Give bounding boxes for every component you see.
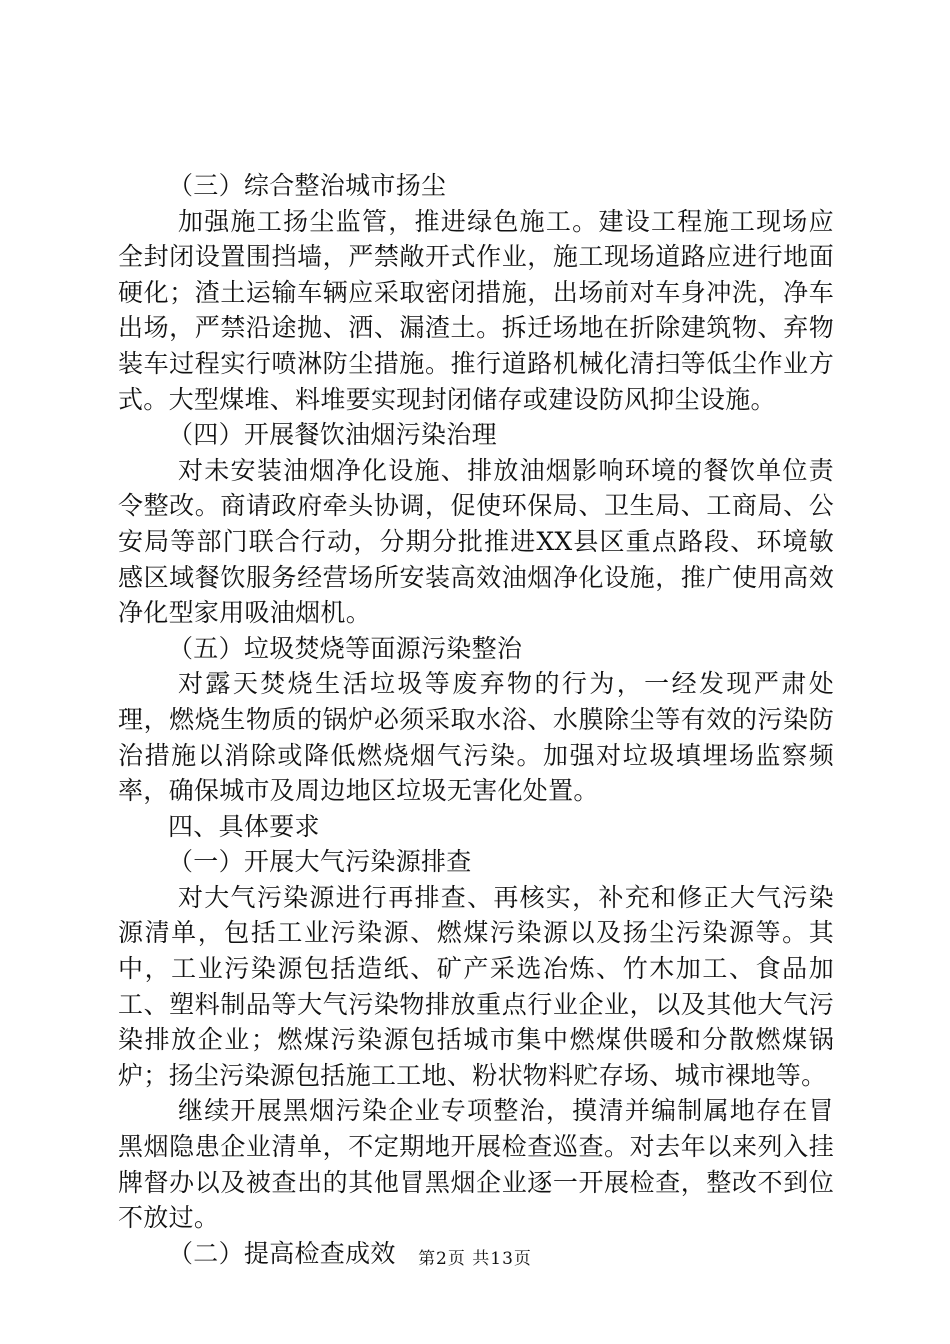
paragraph-waste-burning: 对露天焚烧生活垃圾等废弃物的行为，一经发现严肃处理，燃烧生物质的锅炉必须采取水浴、水膜除尘等有效的污染防治措施以消除或降低燃烧烟气污染。加强对垃圾填埋场监察频率，确保城市及周边地区垃圾无害化处置。	[118, 669, 834, 806]
paragraph-black-smoke: 继续开展黑烟污染企业专项整治，摸清并编制属地存在冒黑烟隐患企业清单，不定期地开展检查巡查。对去年以来列入挂牌督办以及被查出的其他冒黑烟企业逐一开展检查，整改不到位不放过。	[118, 1096, 834, 1233]
paragraph-construction-dust: 加强施工扬尘监管，推进绿色施工。建设工程施工现场应全封闭设置围挡墙，严禁敞开式作业，施工现场道路应进行地面硬化；渣土运输车辆应采取密闭措施，出场前对车身冲洗，净车出场，严禁沿途抛、洒、漏渣土。拆迁场地在折除建筑物、弃物装车过程实行喷淋防尘措施。推行道路机械化清扫等低尘作业方式。大型煤堆、料堆要实现封闭储存或建设防风抑尘设施。	[118, 206, 834, 414]
section-heading-2: （二）提高检查成效	[168, 1238, 396, 1268]
section-heading-5: （五）垃圾焚烧等面源污染整治	[168, 633, 523, 663]
paragraph-pollution-source-survey: 对大气污染源进行再排查、再核实，补充和修正大气污染源清单，包括工业污染源、燃煤污染源以及扬尘污染源等。其中，工业污染源包括造纸、矿产采选冶炼、竹木加工、食品加工、塑料制品等大气污染物排放重点行业企业，以及其他大气污染排放企业；燃煤污染源包括城市集中燃煤供暖和分散燃煤锅炉；扬尘污染源包括施工工地、粉状物料贮存场、城市裸地等。	[118, 882, 834, 1090]
page-number-footer: 第2页 共13页	[418, 1249, 532, 1269]
chapter-heading-requirements: 四、具体要求	[168, 811, 320, 841]
section-heading-4: （四）开展餐饮油烟污染治理	[168, 420, 497, 450]
section-heading-3: （三）综合整治城市扬尘	[168, 171, 447, 200]
document-body	[118, 168, 834, 1271]
section-heading-1: （一）开展大气污染源排查	[168, 847, 472, 877]
paragraph-cooking-fumes: 对未安装油烟净化设施、排放油烟影响环境的餐饮单位责令整改。商请政府牵头协调，促使环保局、卫生局、工商局、公安局等部门联合行动，分期分批推进XX县区重点路段、环境敏感区域餐饮服务经营场所安装高效油烟净化设施，推广使用高效净化型家用吸油烟机。	[118, 455, 834, 628]
